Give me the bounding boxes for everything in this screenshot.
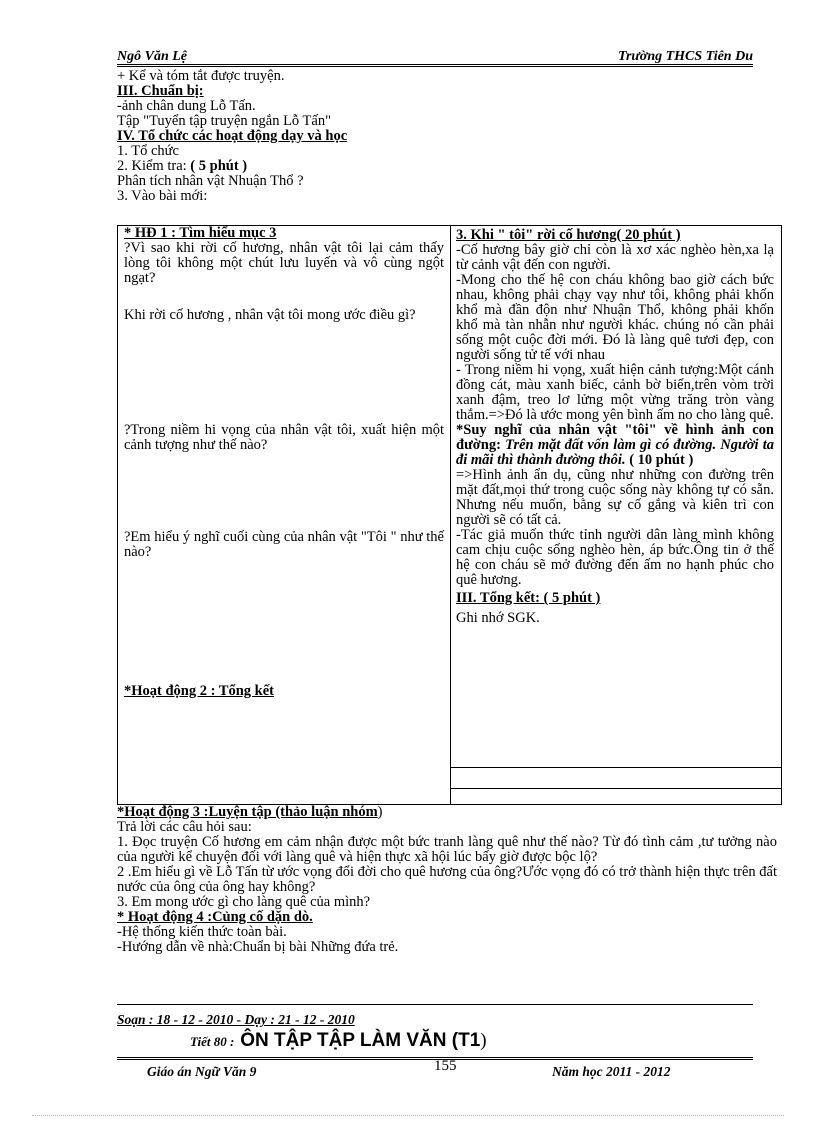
check-time: ( 5 phút ) [190,159,248,174]
left-column [124,226,444,699]
road-quote: Trên mặt đất vốn làm gì có đường. Người ta đi mãi thì thành đường thôi. [456,437,774,468]
bottom-dotted-rule [32,1115,784,1116]
closing-line: -Hệ thống kiến thức toàn bài. [117,925,287,940]
lesson-heading-close: ) [480,1030,487,1051]
road-heading: *Suy nghĩ của nhân vật "tôi" về hình ảnh con đường: [456,422,774,453]
question: ?Vì sao khi rời cố hương, nhân vật tôi lại cảm thấy lòng tôi không một chút lưu luyến và vô cùng ngột ngạt? [124,240,444,286]
answer: -Tác giả muốn thức tỉnh người dân làng mình không cam chịu cuộc sống nghèo hèn, áp bức.Ông tin ở thế hệ con cháu sẽ mở đường đến ấm no hạnh phúc cho quê hương. [456,527,774,588]
closing-line: -Hướng dẫn về nhà:Chuẩn bị bài Những đứa trẻ. [117,940,399,955]
practice-block [117,805,777,955]
answer-intro: Trả lời các câu hỏi sau: [117,820,252,835]
page-header [117,49,753,65]
answer: -Mong cho thế hệ con cháu không bao giờ cách bức nhau, không phải chạy vạy như tôi, không phải khốn khổ mà đần độn như Nhuận Thổ, không phải khốn khổ mà tàn nhẫn như người khác. chúng nó cần phải sống một cuộc đời mới. Đó là làng quê tươi đẹp, con người sống tử tế với nhau [456,272,774,363]
new-lesson: 3. Vào bài mới: [117,189,208,204]
header-rule [117,64,753,65]
intro-line: + Kể và tóm tắt được truyện. [117,69,285,84]
answer: =>Hình ảnh ẩn dụ, cũng như những con đường trên mặt đất,mọi thứ trong cuộc sống này không tự có sẵn. Nhưng nếu muốn, bằng sự cố gắng và kiên trì con người sẽ có tất cả. [456,467,774,528]
hd3-line [117,805,777,820]
header-rule-2 [117,66,753,67]
lesson-heading: ÔN TẬP TẬP LÀM VĂN (T1 [240,1030,481,1051]
header-school: Trường THCS Tiên Du [617,49,753,64]
section-heading: III. Chuẩn bị: [117,84,204,99]
right-column [456,228,774,626]
intro-block [117,69,777,204]
hd3-title: *Hoạt động 3 :Luyện tập (thảo luận nhóm [117,805,378,820]
footer-left: Giáo án Ngữ Văn 9 [147,1064,257,1079]
page-number: 155 [434,1058,457,1074]
prep-line: Tập "Tuyển tập truyện ngắn Lỗ Tấn" [117,114,331,129]
question: Khi rời cố hương , nhân vật tôi mong ước điều gì? [124,307,416,323]
hd2-title: *Hoạt động 2 : Tổng kết [124,683,274,699]
summary-title: III. Tổng kết: ( 5 phút ) [456,590,601,606]
practice-question: 1. Đọc truyện Cố hương em cảm nhận được một bức tranh làng quê như thế nào? Từ đó tình cảm ,tư tưởng nào của người kể chuyện đối với làng quê và hiện thực xã hội lúc bấy giờ được bộc lộ? [117,834,777,865]
practice-question: 3. Em mong ước gì cho làng quê của mình? [117,895,371,910]
footer-right: Năm học 2011 - 2012 [552,1064,671,1079]
answer-road [456,423,774,468]
column-divider [450,226,451,804]
header-author: Ngô Văn Lệ [117,49,187,64]
answer: - Trong niềm hi vọng, xuất hiện cảnh tượng:Một cánh đồng cát, màu xanh biếc, cảnh bờ biển,trên vòm trời xanh đậm, treo lơ lửng một vừng trăng tròn vàng thắm.=>Đó là ước mong yên bình ấm no cho làng quê. [456,362,774,423]
hd3-paren: ) [377,805,383,820]
soan-line: Soạn : 18 - 12 - 2010 - Dạy : 21 - 12 - 2010 [117,1012,355,1027]
answer: -Cố hương bây giờ chỉ còn là xơ xác nghèo hèn,xa lạ từ cảnh vật đến con người. [456,242,774,273]
row-divider [451,767,781,768]
row-divider [451,788,781,789]
question: ?Trong niềm hi vọng của nhân vật tôi, xuất hiện một cảnh tượng như thế nào? [124,422,444,453]
summary-text: Ghi nhớ SGK. [456,610,540,626]
check-label: 2. Kiểm tra: [117,159,187,174]
check-question: Phân tích nhân vật Nhuận Thổ ? [117,174,304,189]
lesson-number: Tiết 80 : [190,1034,235,1049]
practice-question: 2 .Em hiểu gì về Lỗ Tấn từ ước vọng đổi đời cho quê hương của ông?Ước vọng đó có trở thành hiện thực trên đất nước của ông của ông hay không? [117,864,777,895]
org-line [117,159,777,174]
lesson-table [117,225,782,805]
section-rule [117,1004,753,1005]
prep-line: -ảnh chân dung Lỗ Tấn. [117,99,256,114]
lesson-title [190,1030,487,1052]
org-line: 1. Tổ chức [117,144,179,159]
hd4-title: * Hoạt động 4 :Củng cố dặn dò. [117,910,313,925]
road-time: ( 10 phút ) [629,452,694,468]
question: ?Em hiểu ý nghĩ cuối cùng của nhân vật "Tôi " như thế nào? [124,529,444,560]
section-heading: IV. Tổ chức các hoạt động dạy và học [117,129,348,144]
hd1-title: * HĐ 1 : Tìm hiểu mục 3 [124,225,277,241]
right-title: 3. Khi " tôi" rời cố hương( 20 phút ) [456,227,681,243]
